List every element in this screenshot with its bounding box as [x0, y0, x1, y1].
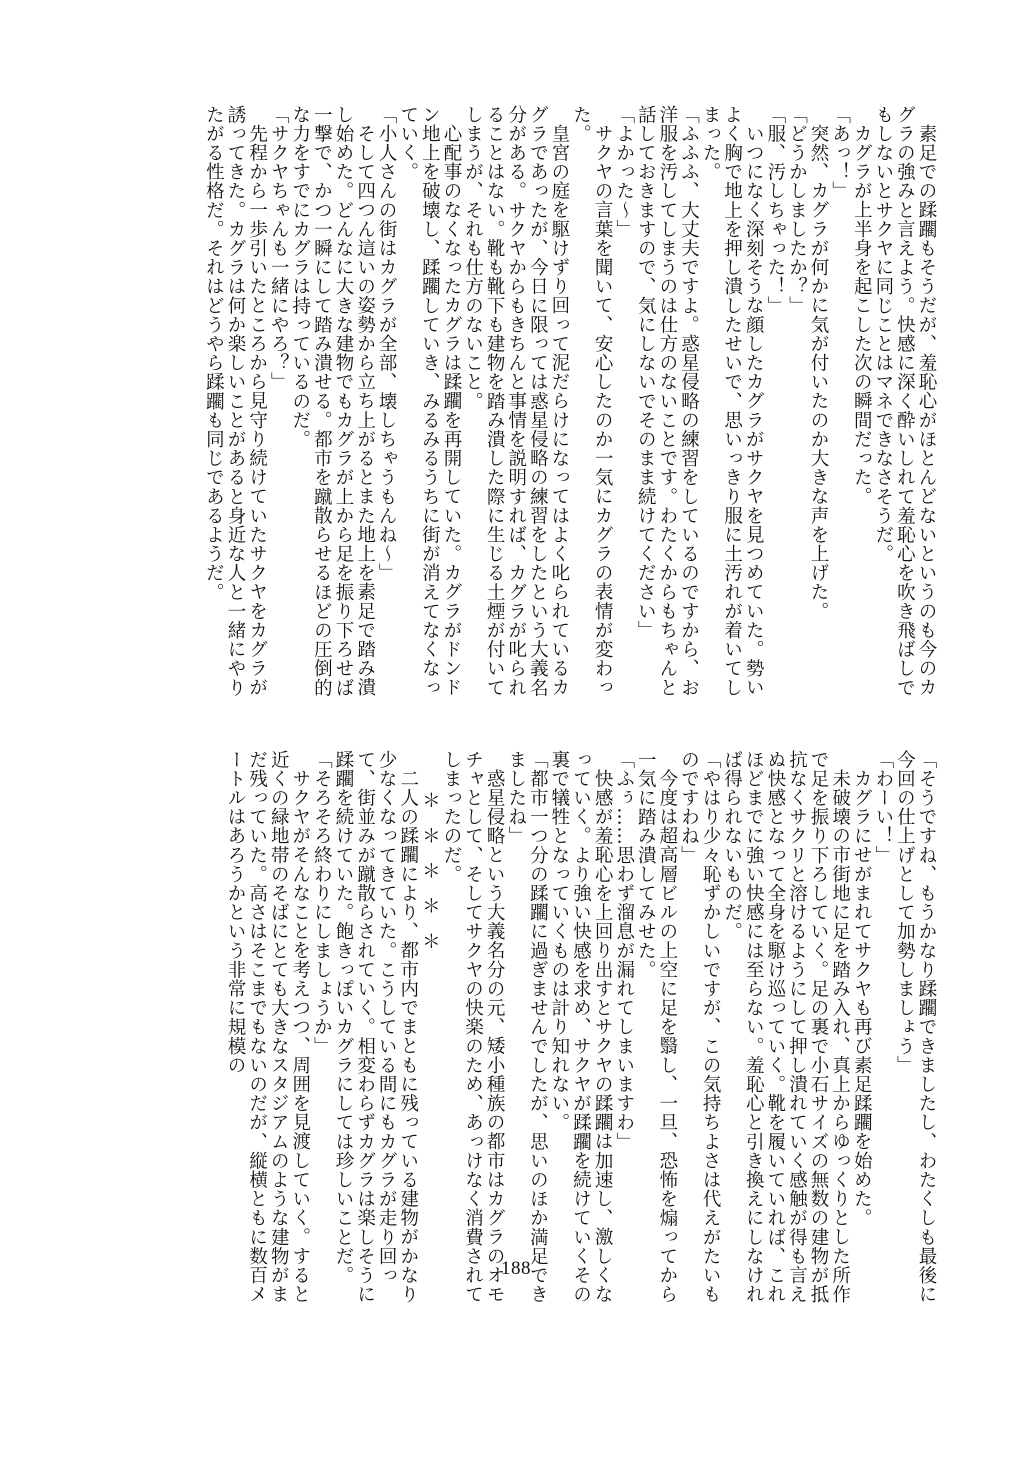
dialogue-line: 「ふふふ、大丈夫ですよ。惑星侵略の練習をしているのですから、お洋服を汚してしまうのは仕方のないことです。わたくからもちゃんと話しておきますので、気にしないでそのまま続けてください」 — [635, 105, 700, 698]
paragraph: 快感が羞恥心を上回り出すとサクヤの蹂躙は加速し、激しくなっていく。より強い快感を求め、サクヤが蹂躙を続けていくその裏で犠牲となっていくものは計り知れない。 — [548, 750, 614, 1304]
paragraph: カグラにせがまれてサクヤも再び素足蹂躙を始めた。 — [851, 768, 873, 1227]
lower-text-block — [97, 750, 937, 1310]
dialogue-line: 「ふぅ……思わず溜息が漏れてしまいますわ」 — [613, 750, 635, 1152]
dialogue-line: 「そうですね、もうかなり蹂躙できましたし、わたくしも最後に今回の仕上げとして加勢しましょう」 — [894, 750, 937, 1304]
dialogue-line: 「やはり少々恥ずかしいですが、この気持ちよさは代えがたいものですわね」 — [678, 750, 722, 1304]
paragraph: 惑星侵略という大義名分の元、矮小種族の都市はカグラのオモチャとして、そしてサクヤの快楽のため、あっけなく消費されてしまったのだ。 — [440, 750, 506, 1304]
dialogue-line: 「服、汚しちゃった！」 — [764, 105, 786, 316]
dialogue-line: 「よかった～」 — [613, 105, 635, 239]
paragraph: 今度は超高層ビルの上空に足を翳し、一旦、恐怖を煽ってから一気に踏み潰してみせた。 — [635, 750, 678, 1304]
paragraph: 突然、カグラが何かに気が付いたのか大きな声を上げた。 — [808, 123, 830, 621]
paragraph: 二人の蹂躙により、都市内でまともに残っている建物がかなり少なくなってきていた。こうしている間にもカグラが走り回って、街並みが蹴散らされていく。相変わらずカグラは楽しそうに蹂躙を続けていた。飽きっぽいカグラにしては珍しいことだ。 — [332, 750, 419, 1304]
paragraph: サクヤがそんなことを考えつつ、周囲を見渡していく。すると近くの緑地帯のそばにとても大きなスタジアムのような建物がまだ残っていた。高さはそこまでもないのだが、縦横ともに数百メートルはあろうかという非常に規模の — [225, 750, 311, 1304]
dialogue-line: 「そろそろ終わりにしましょうか」 — [311, 750, 333, 1056]
paragraph: 皇宮の庭を駆けずり回って泥だらけになってはよく叱られているカグラであったが、今日に限っては惑星侵略の練習をしたという大義名分がある。サクヤからもきちんと事情を説明すれば、カグラが叱られることはない。靴も靴下も建物を踏み潰した際に生じる土煙が付いてしまうが、それも仕方のないこと。 — [462, 105, 570, 698]
paragraph: 未破壊の市街地に足を踏み入れ、真上からゆっくりとした所作で足を振り下ろしていく。足の裏で小石サイズの無数の建物が抵抗なくサクリと溶けるようにして押し潰れていく感触が得も言えぬ快感となって全身を駆け巡っていく。靴を履いていれば、これほどまでに強い快感には至らない。羞恥心と引き換えにしなければ得られないものだ。 — [721, 750, 851, 1304]
paragraph: サクヤの言葉を聞いて、安心したのか一気にカグラの表情が変わった。 — [570, 105, 614, 697]
paragraph: そして四つん這いの姿勢から立ち上がるとまた地上を素足で踏み潰し始めた。どんなに大きな建物でもカグラが上から足を振り下ろせば一撃で、かつ一瞬にして踏み潰せる。都市を蹴散らせるほどの圧倒的な力をすでにカグラは持っているのだ。 — [289, 105, 376, 698]
scene-break: ＊＊＊＊＊ — [419, 790, 441, 967]
page-number: 188 — [501, 1258, 531, 1279]
dialogue-line: 「都市一つ分の蹂躙に過ぎませんでしたが、思いのほか満足できましたね」 — [505, 750, 549, 1304]
upper-text-block — [97, 105, 937, 715]
paragraph: 心配事のなくなったカグラは蹂躙を再開していた。カグラがドンドン地上を破壊し、蹂躙していき、みるみるうちに街が消えてなくなっていく。 — [397, 105, 462, 698]
dialogue-line: 「小人さんの街はカグラが全部、壊しちゃうもんね～」 — [376, 105, 398, 583]
dialogue-line: 「サクヤちゃんも一緒にやろ？」 — [268, 105, 290, 392]
paragraph: カグラが上半身を起こした次の瞬間だった。 — [851, 123, 873, 506]
dialogue-line: 「わーい！」 — [872, 750, 894, 865]
paragraph: 先程から一歩引いたところから見守り続けていたサクヤをカグラが誘ってきた。カグラは何か楽しいことがあると身近な人と一緒にやりたがる性格だ。それはどうやら蹂躙も同じであるようだ。 — [203, 105, 268, 698]
dialogue-line: 「あっ！」 — [829, 105, 851, 201]
dialogue-line: 「どうかしましたか？」 — [786, 105, 808, 316]
paragraph: 素足での蹂躙もそうだが、羞恥心がほとんどないというのも今のカグラの強みと言えよう。快感に深く酔いしれて羞恥心を吹き飛ばしでもしないとサクヤに同じことはマネできなさそうだ。 — [872, 105, 937, 698]
paragraph: いつになく深刻そうな顔したカグラがサクヤを見つめていた。勢いよく胸で地上を押し潰したせいで、思いっきり服に土汚れが着いてしまった。 — [700, 105, 765, 698]
